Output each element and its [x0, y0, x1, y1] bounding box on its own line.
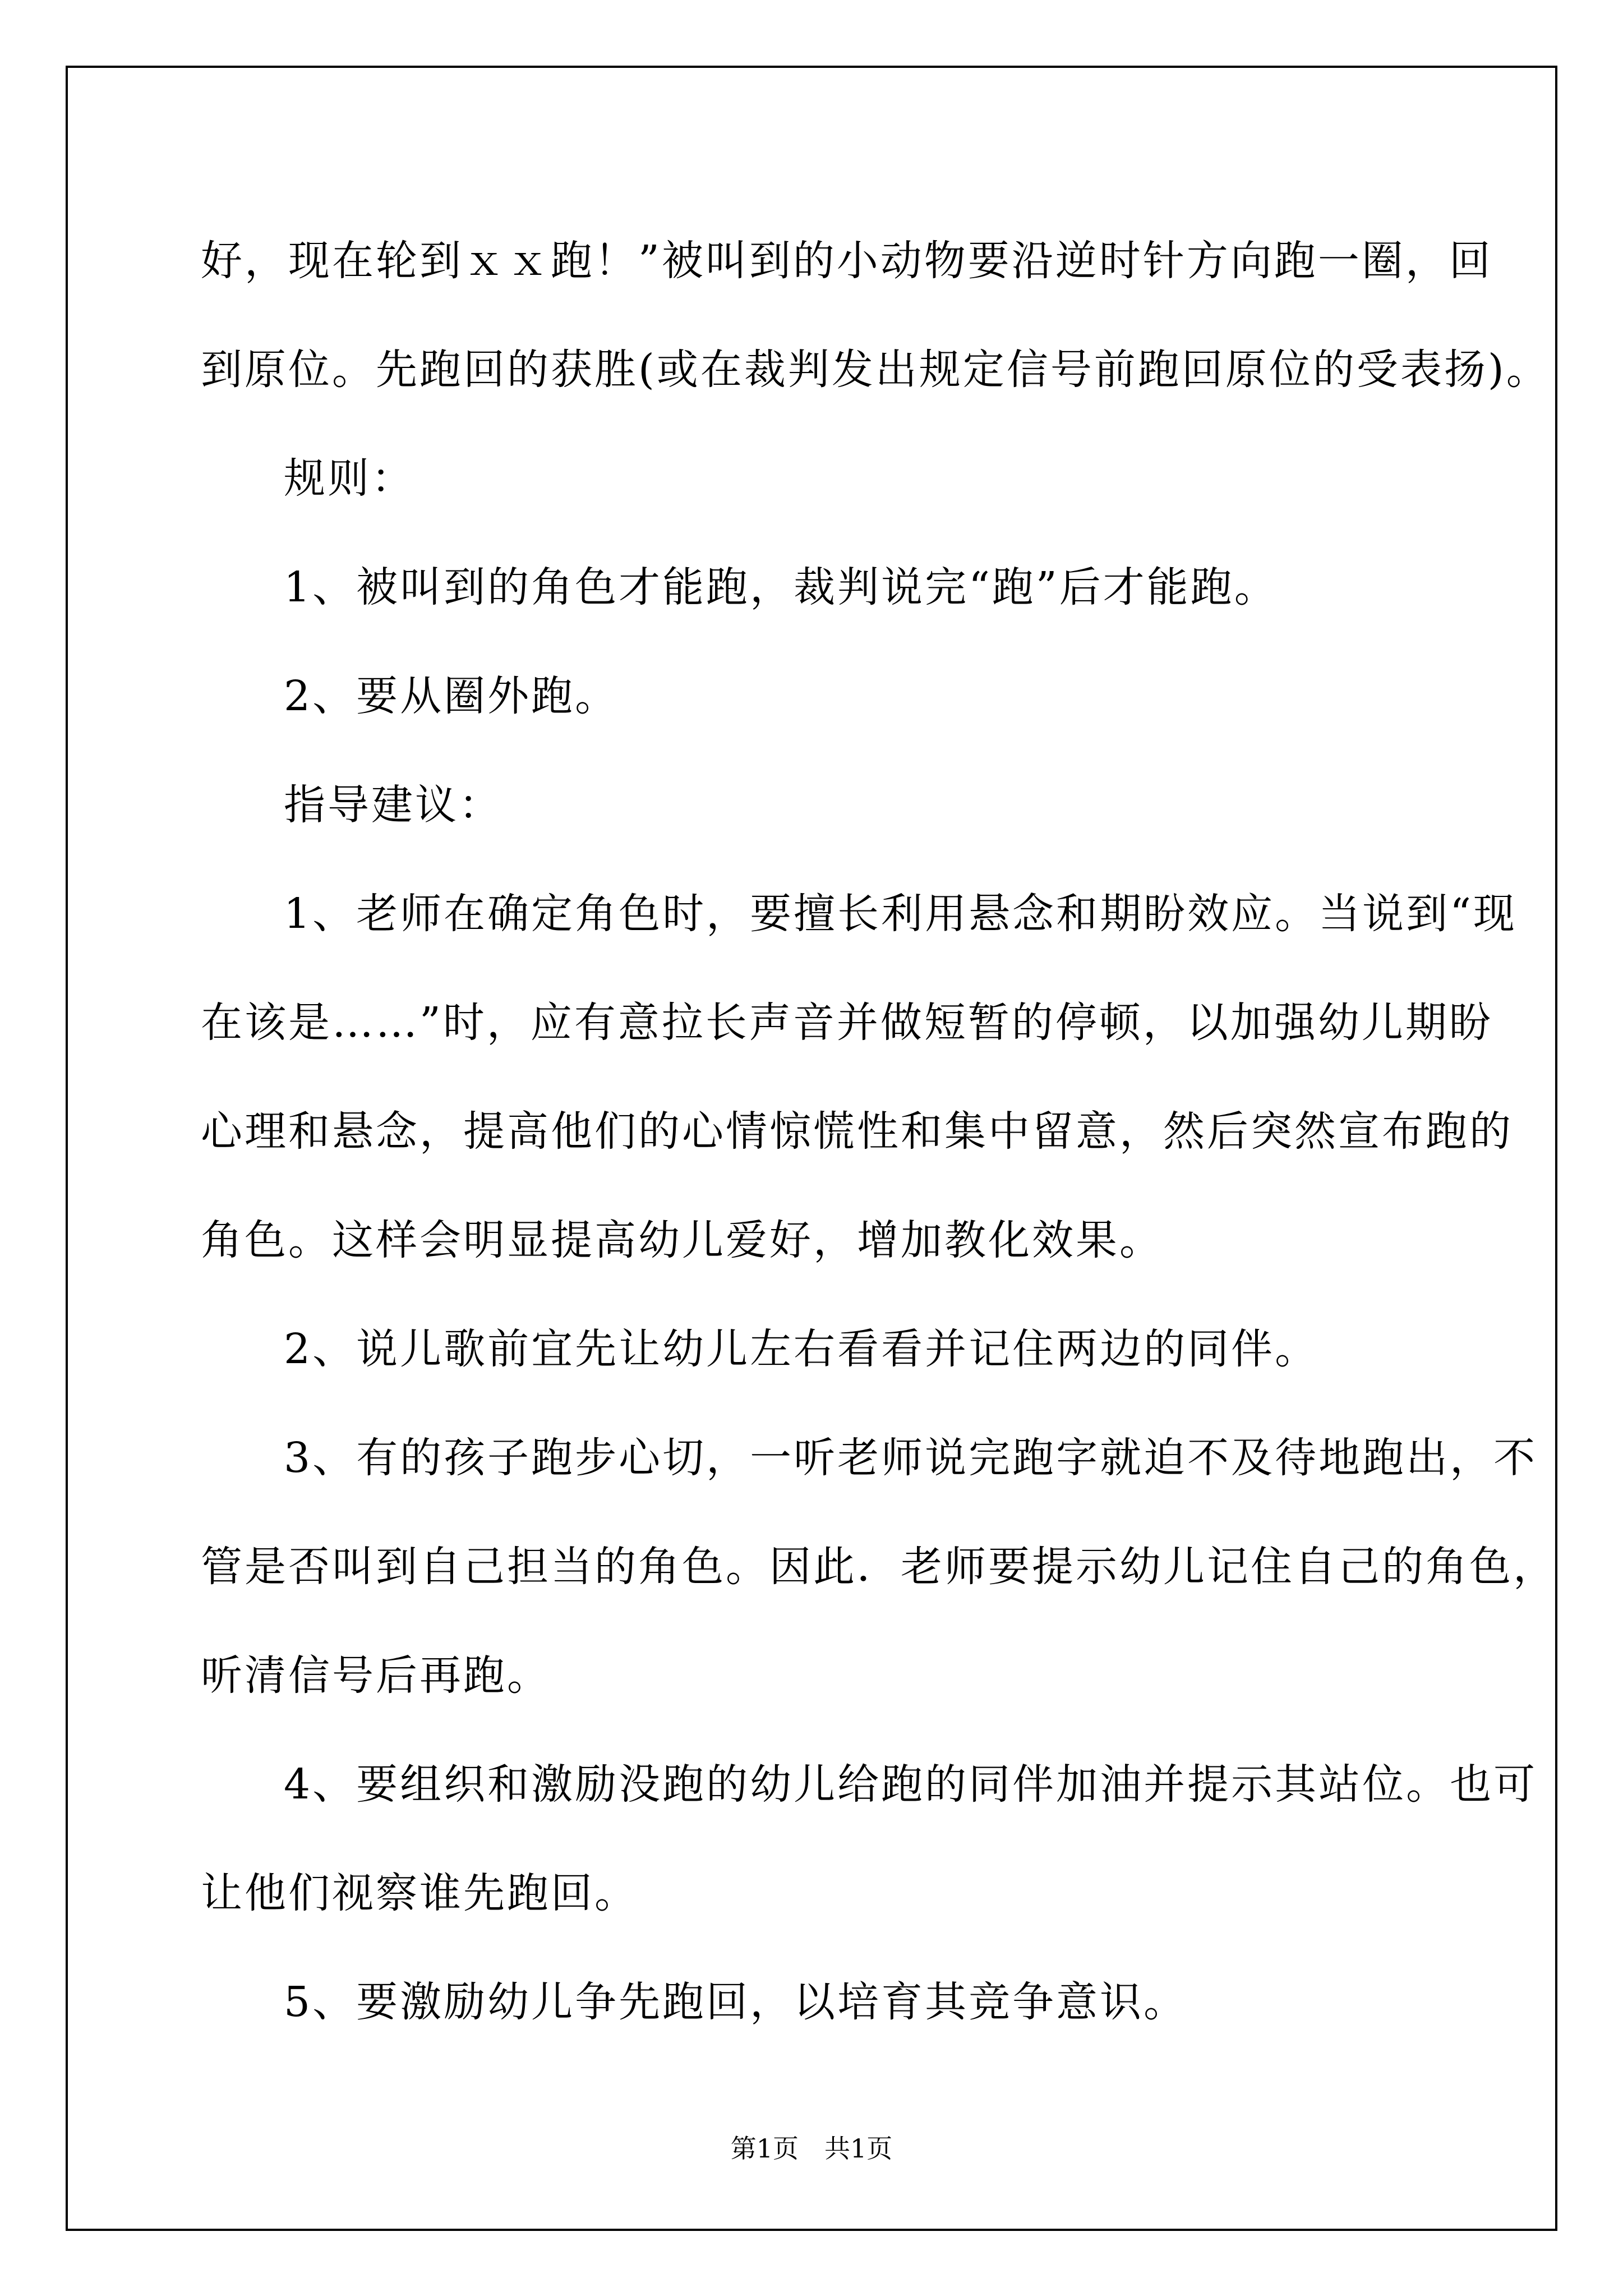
- page-number-footer: 第1页 共1页: [730, 2133, 893, 2164]
- text-line: 1、被叫到的角色才能跑，裁判说完“跑”后才能跑。: [284, 563, 1278, 611]
- text-line: 1、老师在确定角色时，要擅长利用悬念和期盼效应。当说到“现: [284, 890, 1517, 938]
- text-line: 2、要从圈外跑。: [284, 672, 619, 720]
- text-line: 好，现在轮到ｘｘ跑！”被叫到的小动物要沿逆时针方向跑一圈，回: [201, 237, 1493, 285]
- text-line: 2、说儿歌前宜先让幼儿左右看看并记住两边的同伴。: [284, 1325, 1319, 1373]
- text-line: 让他们视察谁先跑回。: [201, 1869, 638, 1917]
- text-line: 4、要组织和激励没跑的幼儿给跑的同伴加油并提示其站位。也可: [284, 1760, 1538, 1809]
- section-heading-rules: 规则：: [284, 454, 415, 503]
- text-line: 5、要激励幼儿争先跑回，以培育其竞争意识。: [284, 1978, 1188, 2026]
- document-body: [201, 206, 1557, 2056]
- text-line: 管是否叫到自己担当的角色。因此．老师要提示幼儿记住自己的角色，: [201, 1543, 1557, 1591]
- section-heading-guidance: 指导建议：: [284, 781, 502, 829]
- text-line: 角色。这样会明显提高幼儿爱好，增加教化效果。: [201, 1216, 1163, 1264]
- text-line: 3、有的孩子跑步心切，一听老师说完跑字就迫不及待地跑出，不: [284, 1434, 1538, 1482]
- text-line: 心理和悬念，提高他们的心情惊慌性和集中留意，然后突然宣布跑的: [201, 1107, 1513, 1156]
- text-line: 到原位。先跑回的获胜(或在裁判发出规定信号前跑回原位的受表扬)。: [201, 346, 1550, 394]
- text-line: 听清信号后再跑。: [201, 1651, 551, 1700]
- text-line: 在该是……”时，应有意拉长声音并做短暂的停顿，以加强幼儿期盼: [201, 999, 1493, 1047]
